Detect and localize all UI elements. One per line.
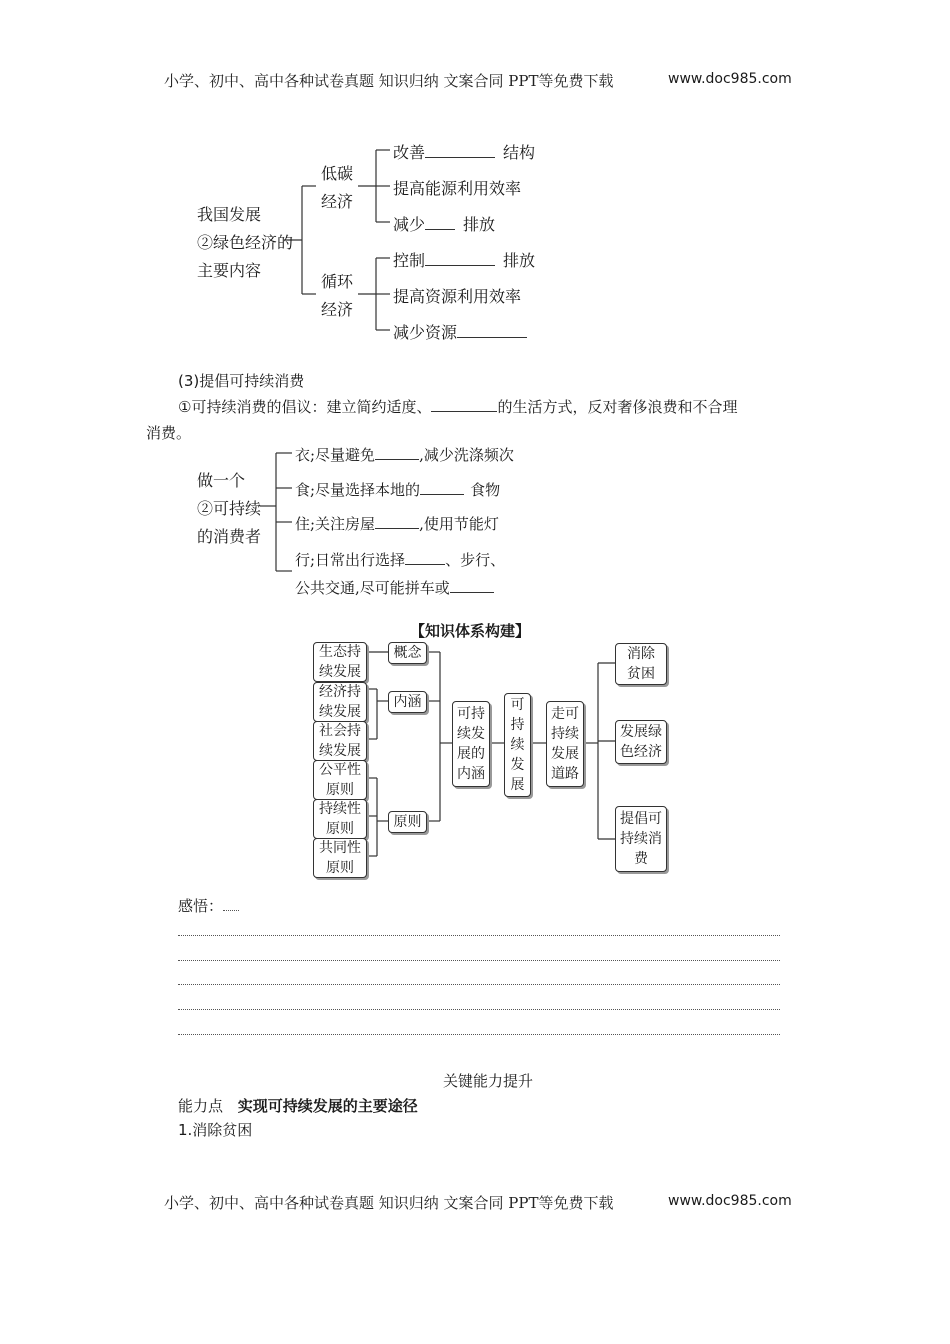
reflection-label: [178, 895, 239, 916]
item-text: ,减少洗涤频次: [419, 446, 514, 464]
consumer-item-travel: [295, 549, 505, 570]
line-text: ①可持续消费的倡议：建立简约适度、: [178, 398, 432, 416]
box-text: 提倡可: [620, 811, 662, 827]
box-text: 原则: [326, 782, 354, 798]
box-text: 经济持: [319, 684, 361, 700]
item-text: ,使用节能灯: [419, 515, 499, 533]
box-road: [546, 701, 584, 787]
green-economy-root: [197, 201, 293, 285]
box-text: 色经济: [620, 744, 662, 760]
item-text: 控制: [393, 251, 426, 270]
circular-label-1: 循环: [321, 272, 354, 291]
consumption-line-1: [178, 396, 737, 417]
box-text: 持: [510, 717, 525, 733]
box-text: 内涵: [457, 766, 485, 782]
box-text: 展: [510, 777, 525, 793]
ability-point-label: 能力点: [178, 1097, 224, 1115]
box-connotation: [452, 701, 490, 787]
low-carbon-item-1: [393, 140, 535, 163]
box-text: 道路: [551, 766, 579, 782]
box-text: 发展绿: [620, 724, 662, 740]
low-carbon-item-3: [393, 212, 495, 235]
writing-line-3[interactable]: [178, 984, 780, 985]
root-line-2: ②绿色经济的: [197, 233, 294, 252]
box-text: 社会持: [319, 723, 361, 739]
fill-blank[interactable]: [425, 251, 495, 266]
item-text: 食物: [470, 481, 501, 499]
item-text: 减少资源: [393, 323, 458, 342]
writing-line-1[interactable]: [178, 935, 780, 936]
box-economic: [313, 682, 367, 722]
consumer-root-1: 做一个: [197, 471, 246, 490]
box-text: 续: [510, 737, 525, 753]
item-text: 提高能源利用效率: [393, 179, 522, 198]
box-text: 生态持: [319, 644, 361, 660]
header-url[interactable]: www.doc985.com: [668, 71, 792, 87]
low-carbon-label-2: 经济: [321, 192, 354, 211]
ability-title: 关键能力提升: [443, 1072, 534, 1090]
box-commonality: [313, 838, 367, 878]
consumer-item-travel-cont: [295, 577, 494, 598]
box-social: [313, 721, 367, 761]
ability-point-text: 实现可持续发展的主要途径: [237, 1097, 418, 1115]
consumer-root-2: ②可持续: [197, 499, 262, 518]
writing-line-2[interactable]: [178, 960, 780, 961]
box-text: 续发展: [319, 704, 361, 720]
consumer-item-housing: [295, 513, 499, 534]
box-eliminate-poverty: [615, 643, 667, 685]
header-text: 小学、初中、高中各种试卷真题 知识归纳 文案合同 PPT等免费下载: [164, 72, 614, 90]
ability-item-1: 1.消除贫困: [178, 1121, 253, 1139]
item-text: 、步行、: [445, 551, 506, 569]
fill-blank[interactable]: [450, 578, 494, 593]
box-principle: 原则: [388, 811, 427, 833]
box-text: 展的: [457, 746, 485, 762]
box-fairness: [313, 760, 367, 800]
root-line-3: 主要内容: [197, 261, 262, 280]
box-connotation-mid: 内涵: [388, 691, 427, 713]
low-carbon-label-1: 低碳: [321, 164, 354, 183]
item-text: 公共交通,尽可能拼车或: [295, 579, 450, 597]
circular-label: [321, 268, 353, 324]
box-text: 发展: [551, 746, 579, 762]
root-line-1: 我国发展: [197, 205, 262, 224]
box-text: 可持: [457, 706, 485, 722]
fill-blank[interactable]: [405, 550, 445, 565]
box-text: 消除: [627, 646, 655, 662]
box-text: 续发展: [319, 743, 361, 759]
consumer-root: [197, 467, 261, 551]
consumer-item-food: [295, 479, 500, 500]
ability-point: [178, 1095, 418, 1116]
box-text: 续发展: [319, 664, 361, 680]
item-text: 食;尽量选择本地的: [295, 481, 421, 499]
box-text: 公平性: [319, 762, 361, 778]
fill-blank[interactable]: [425, 215, 455, 230]
box-text: 原则: [326, 860, 354, 876]
item-text: 衣;尽量避免: [295, 446, 376, 464]
box-text: 走可: [551, 706, 579, 722]
box-text: 持续性: [319, 801, 361, 817]
box-ecological: [313, 642, 367, 682]
box-text: 持续: [551, 726, 579, 742]
consumption-line-2: 消费。: [146, 424, 192, 442]
item-text: 改善: [393, 143, 426, 162]
circular-item-1: [393, 248, 535, 271]
item-text: 排放: [463, 215, 496, 234]
item-text: 提高资源利用效率: [393, 287, 522, 306]
writing-line-4[interactable]: [178, 1009, 780, 1010]
circular-item-2: [393, 284, 521, 307]
item-text: 减少: [393, 215, 426, 234]
low-carbon-label: [321, 160, 353, 216]
consumption-heading: (3)提倡可持续消费: [178, 372, 305, 390]
box-text: 费: [634, 851, 648, 867]
box-text: 续发: [457, 726, 485, 742]
writing-line-5[interactable]: [178, 1034, 780, 1035]
box-continuity: [313, 799, 367, 839]
item-text: 行;日常出行选择: [295, 551, 406, 569]
box-sustainable-development: [504, 693, 531, 797]
fill-blank[interactable]: [375, 445, 419, 460]
reflection-text: 感悟：: [178, 897, 224, 915]
box-green-economy: [615, 720, 667, 764]
fill-blank[interactable]: [431, 397, 497, 412]
box-sustainable-consumption: [615, 806, 667, 872]
system-title: 【知识体系构建】: [410, 622, 531, 640]
item-text: 排放: [503, 251, 536, 270]
box-text: 发: [510, 757, 525, 773]
circular-label-2: 经济: [321, 300, 354, 319]
fill-blank[interactable]: [375, 514, 419, 529]
consumer-item-clothing: [295, 444, 514, 465]
box-text: 贫困: [627, 666, 655, 682]
box-text: 持续消: [620, 831, 662, 847]
consumer-root-3: 的消费者: [197, 527, 262, 546]
box-text: 共同性: [319, 840, 361, 856]
line-text: 的生活方式，反对奢侈浪费和不合理: [497, 398, 738, 416]
footer-text: 小学、初中、高中各种试卷真题 知识归纳 文案合同 PPT等免费下载: [164, 1194, 614, 1212]
low-carbon-item-2: [393, 176, 521, 199]
fill-blank[interactable]: [425, 143, 495, 158]
reflection-dots: [223, 910, 239, 911]
box-text: 可: [510, 697, 525, 713]
item-text: 结构: [503, 143, 536, 162]
fill-blank[interactable]: [420, 480, 464, 495]
box-text: 原则: [326, 821, 354, 837]
circular-item-3: [393, 320, 527, 343]
item-text: 住;关注房屋: [295, 515, 376, 533]
footer-url[interactable]: www.doc985.com: [668, 1193, 792, 1209]
box-concept: 概念: [388, 642, 427, 664]
fill-blank[interactable]: [457, 323, 527, 338]
